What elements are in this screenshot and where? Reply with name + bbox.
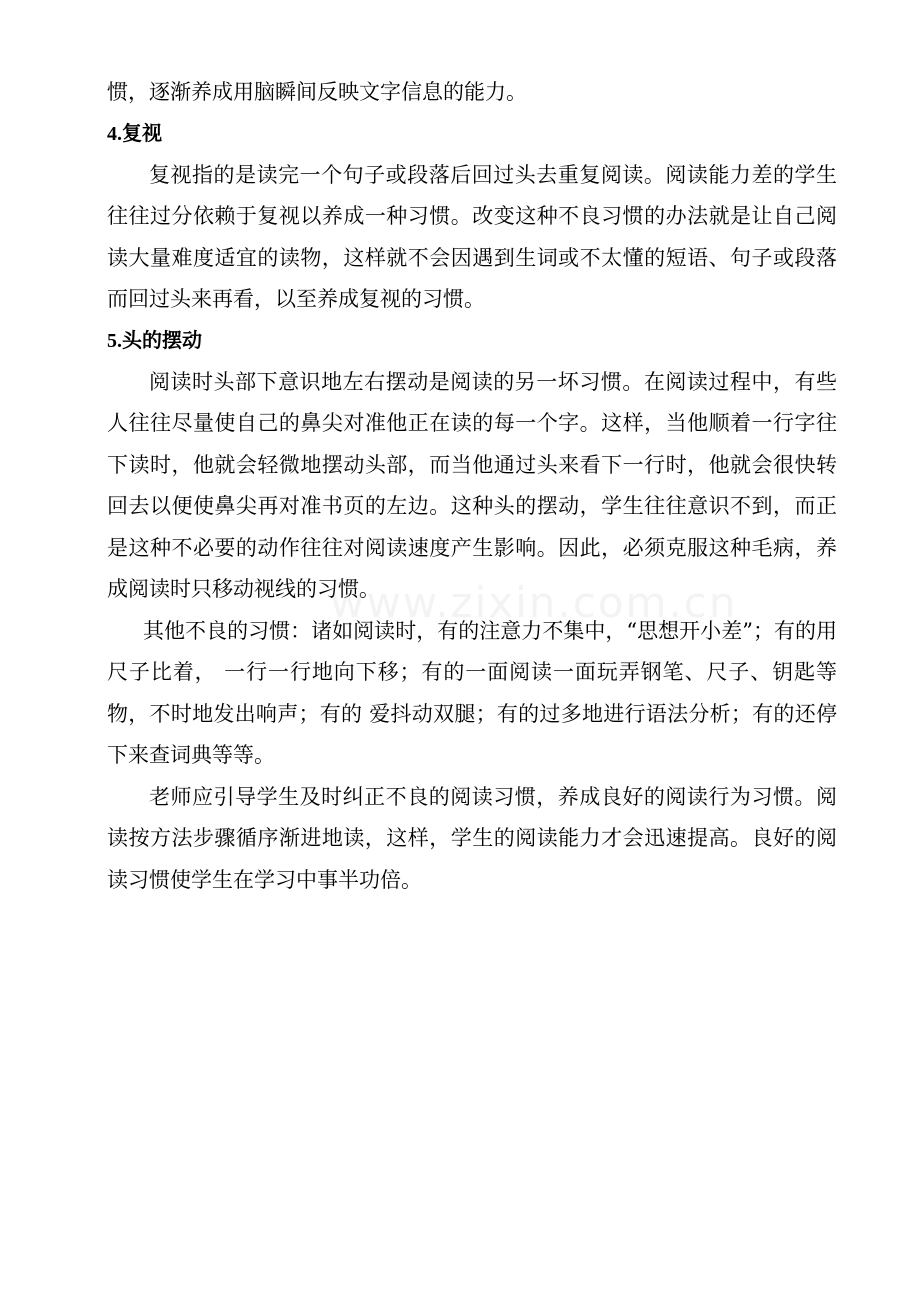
intro-tail-paragraph: 惯，逐渐养成用脑瞬间反映文字信息的能力。 xyxy=(107,80,527,104)
section-4-heading: 4.复视 xyxy=(107,122,162,145)
section-5-body: 阅读时头部下意识地左右摆动是阅读的另一坏习惯。在阅读过程中，有些人往往尽量使自己的鼻尖对准他正在读的每一个字。这样，当他顺着一行字往下读时，他就会轻微地摆动头部，而当他通过头来看下一行时，他就会很快转回去以便使鼻尖再对准书页的左边。这种头的摆动，学生往往意识不到，而正是这种不必要的动作往往对阅读速度产生影响。因此，必须克服这种毛病，养成阅读时只移动视线的习惯。 xyxy=(107,369,837,601)
other-habits-paragraph: 其他不良的习惯：诸如阅读时，有的注意力不集中，“思想开小差”；有的用尺子比着， 一行一行地向下移；有的一面阅读一面玩弄钢笔、尺子、钥匙等物，不时地发出响声；有的 爱抖动双腿；有的过多地进行语法分析；有的还停下来查词典等等。 xyxy=(107,618,837,767)
conclusion-paragraph: 老师应引导学生及时纠正不良的阅读习惯，养成良好的阅读行为习惯。阅读按方法步骤循序渐进地读，这样，学生的阅读能力才会迅速提高。良好的阅读习惯使学生在学习中事半功倍。 xyxy=(107,784,837,892)
section-4-body: 复视指的是读完一个句子或段落后回过头去重复阅读。阅读能力差的学生往往过分依赖于复视以养成一种习惯。改变这种不良习惯的办法就是让自己阅读大量难度适宜的读物，这样就不会因遇到生词或不太懂的短语、句子或段落而回过头来再看，以至养成复视的习惯。 xyxy=(107,162,837,311)
section-5-heading: 5.头的摆动 xyxy=(107,329,202,352)
watermark: www.zixin.com.cn xyxy=(330,578,738,627)
document-page xyxy=(107,72,837,901)
